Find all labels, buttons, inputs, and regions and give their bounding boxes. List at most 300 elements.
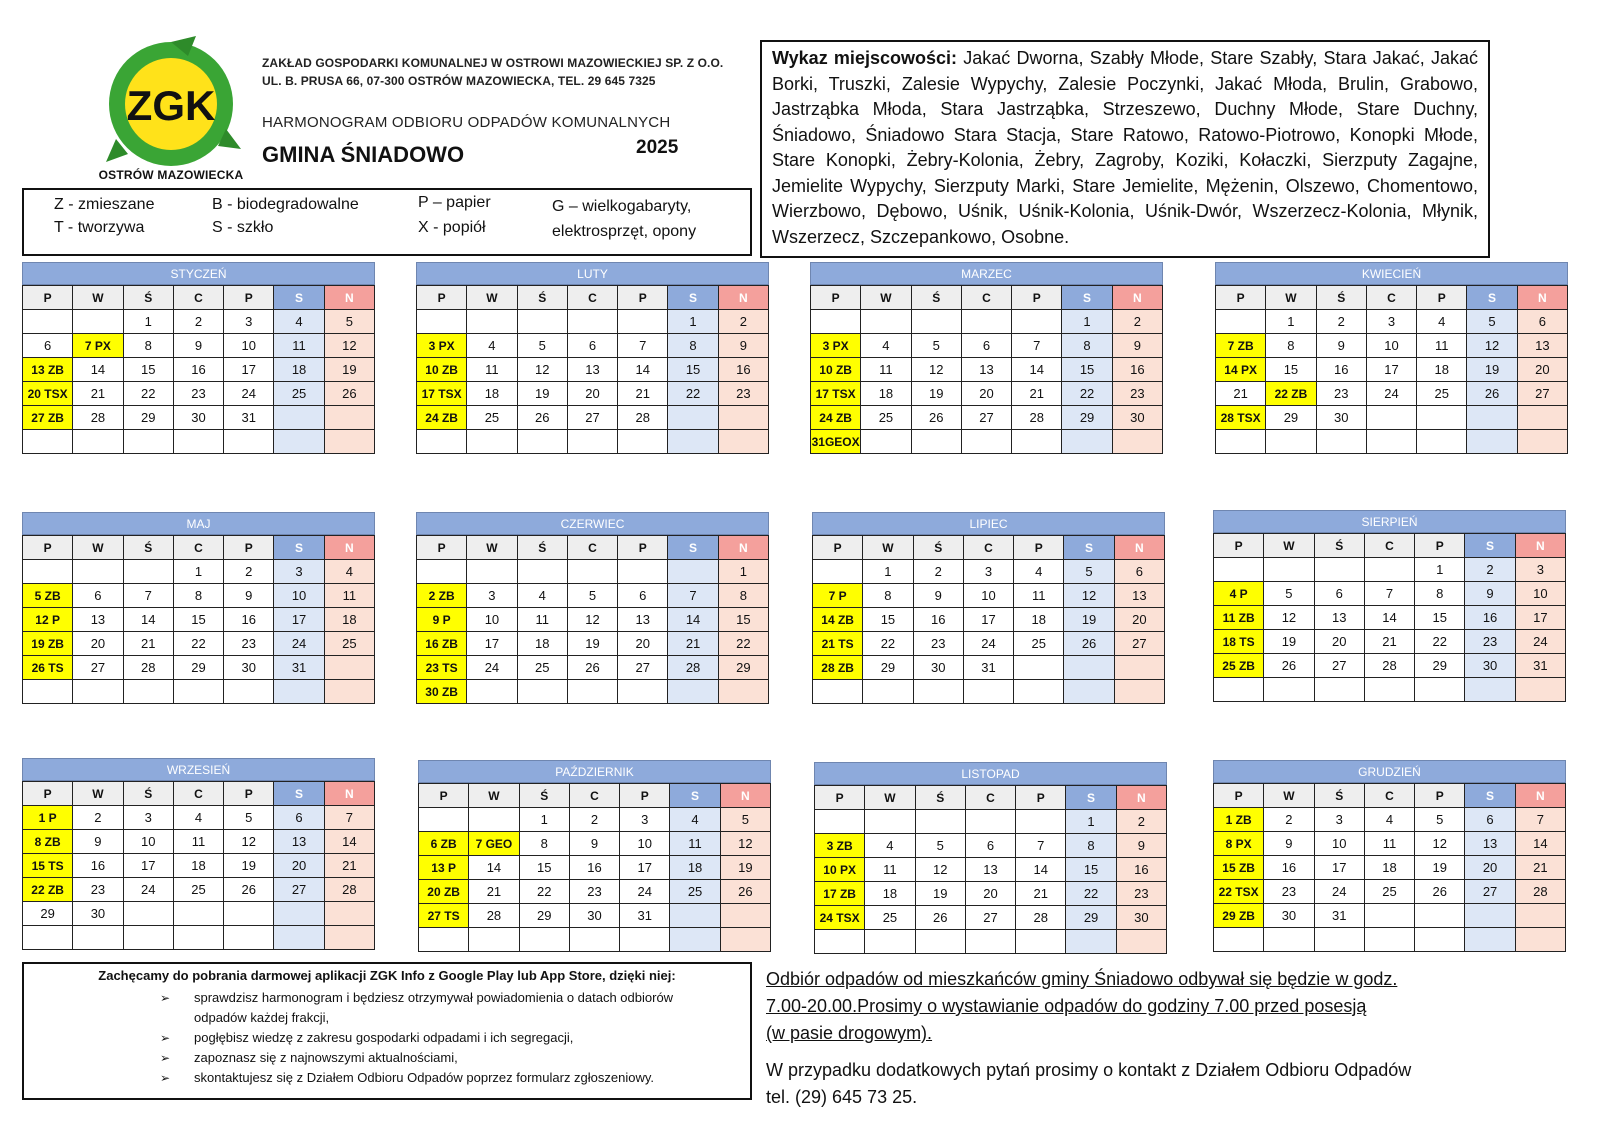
weekday-header	[417, 286, 769, 310]
info-line-1: Odbiór odpadów od mieszkańców gminy Śniadowo odbywał się będzie w godz.	[766, 969, 1398, 989]
day-cell: 11	[467, 358, 517, 382]
day-cell: 15	[1066, 858, 1116, 882]
weekday-label: C	[963, 536, 1013, 560]
day-cell: 2	[1316, 310, 1366, 334]
day-cell: 24	[1314, 880, 1364, 904]
month-grid	[416, 285, 769, 454]
day-cell: 11	[865, 858, 915, 882]
weekday-label: Ś	[517, 536, 567, 560]
day-cell: 11	[861, 358, 911, 382]
day-cell: 18	[1417, 358, 1467, 382]
day-cell	[1515, 928, 1565, 952]
week-row	[419, 856, 771, 880]
day-cell: 2	[173, 310, 223, 334]
weekday-label: P	[1216, 286, 1266, 310]
day-cell: 27	[73, 656, 123, 680]
pickup-day-cell: 3 PX	[811, 334, 861, 358]
day-cell: 2	[1465, 558, 1515, 582]
weekday-label: P	[417, 536, 467, 560]
day-cell: 26	[517, 406, 567, 430]
weekday-label: Ś	[1314, 534, 1364, 558]
day-cell	[1012, 430, 1062, 454]
day-cell: 8	[1266, 334, 1316, 358]
day-cell	[718, 430, 768, 454]
pickup-day-cell: 18 TS	[1214, 630, 1264, 654]
day-cell: 19	[915, 882, 965, 906]
day-cell: 18	[670, 856, 720, 880]
pickup-day-cell: 4 P	[1214, 582, 1264, 606]
day-cell: 1	[1066, 810, 1116, 834]
weekday-label: N	[324, 286, 374, 310]
week-row	[23, 902, 375, 926]
day-cell: 25	[1014, 632, 1064, 656]
day-cell	[123, 560, 173, 584]
day-cell	[1465, 904, 1515, 928]
day-cell: 20	[618, 632, 668, 656]
pickup-day-cell: 29 ZB	[1214, 904, 1264, 928]
app-info-box	[22, 962, 752, 1100]
pickup-day-cell: 8 ZB	[23, 830, 73, 854]
day-cell: 12	[1415, 832, 1465, 856]
weekday-label: P	[224, 536, 274, 560]
day-cell	[961, 310, 1011, 334]
day-cell: 25	[670, 880, 720, 904]
pickup-day-cell: 21 TS	[813, 632, 863, 656]
month-grid	[812, 535, 1165, 704]
pickup-day-cell: 8 PX	[1214, 832, 1264, 856]
day-cell: 26	[720, 880, 770, 904]
week-row	[813, 680, 1165, 704]
day-cell: 14	[1364, 606, 1414, 630]
day-cell: 26	[324, 382, 374, 406]
weekday-label: Ś	[1314, 784, 1364, 808]
week-row	[23, 878, 375, 902]
month-calendar	[22, 512, 375, 704]
pickup-day-cell: 7 ZB	[1216, 334, 1266, 358]
week-row	[23, 632, 375, 656]
day-cell: 10	[620, 832, 670, 856]
pickup-day-cell: 15 ZB	[1214, 856, 1264, 880]
day-cell: 14	[668, 608, 718, 632]
weekday-label: C	[173, 286, 223, 310]
week-row	[23, 334, 375, 358]
day-cell: 1	[718, 560, 768, 584]
week-row	[813, 560, 1165, 584]
day-cell: 31	[1314, 904, 1364, 928]
day-cell: 9	[1112, 334, 1162, 358]
day-cell	[1517, 430, 1567, 454]
pickup-day-cell: 20 ZB	[419, 880, 469, 904]
day-cell: 15	[123, 358, 173, 382]
day-cell: 2	[73, 806, 123, 830]
weekday-label: P	[419, 784, 469, 808]
weekday-label: P	[1016, 786, 1066, 810]
weekday-header	[419, 784, 771, 808]
week-row	[23, 830, 375, 854]
day-cell: 21	[324, 854, 374, 878]
day-cell	[668, 430, 718, 454]
day-cell	[567, 680, 617, 704]
day-cell: 6	[73, 584, 123, 608]
day-cell	[1364, 904, 1414, 928]
week-row	[23, 656, 375, 680]
day-cell: 2	[1116, 810, 1166, 834]
pickup-day-cell: 3 ZB	[815, 834, 865, 858]
day-cell: 1	[1266, 310, 1316, 334]
day-cell: 3	[1515, 558, 1565, 582]
app-benefits-list	[160, 988, 673, 1088]
month-calendar	[812, 512, 1165, 704]
weekday-label: W	[73, 536, 123, 560]
day-cell: 28	[1016, 906, 1066, 930]
pickup-day-cell: 27 TS	[419, 904, 469, 928]
day-cell: 10	[467, 608, 517, 632]
day-cell: 3	[620, 808, 670, 832]
pickup-day-cell: 16 ZB	[417, 632, 467, 656]
weekday-label: S	[274, 536, 324, 560]
day-cell	[1216, 430, 1266, 454]
week-row	[417, 382, 769, 406]
day-cell: 20	[1465, 856, 1515, 880]
pickup-day-cell: 24 TSX	[815, 906, 865, 930]
weekday-label: Ś	[123, 536, 173, 560]
week-row	[23, 406, 375, 430]
day-cell: 21	[618, 382, 668, 406]
weekday-label: C	[965, 786, 1015, 810]
week-row	[417, 680, 769, 704]
day-cell	[911, 310, 961, 334]
day-cell: 21	[1216, 382, 1266, 406]
week-row	[23, 584, 375, 608]
day-cell	[123, 430, 173, 454]
weekday-label: Ś	[913, 536, 963, 560]
month-grid	[1213, 533, 1566, 702]
day-cell: 23	[1316, 382, 1366, 406]
weekday-label: N	[324, 536, 374, 560]
month-calendar	[1213, 760, 1566, 952]
day-cell: 26	[915, 906, 965, 930]
week-row	[815, 834, 1167, 858]
day-cell: 7	[123, 584, 173, 608]
day-cell	[620, 928, 670, 952]
zgk-logo	[96, 34, 246, 184]
day-cell: 22	[1066, 882, 1116, 906]
day-cell: 27	[567, 406, 617, 430]
day-cell	[73, 680, 123, 704]
day-cell	[123, 902, 173, 926]
week-row	[1214, 654, 1566, 678]
day-cell	[1465, 928, 1515, 952]
day-cell	[1415, 904, 1465, 928]
day-cell	[324, 902, 374, 926]
day-cell: 29	[718, 656, 768, 680]
month-calendar	[1213, 510, 1566, 702]
day-cell	[467, 560, 517, 584]
day-cell: 5	[1264, 582, 1314, 606]
day-cell: 31	[224, 406, 274, 430]
day-cell: 15	[1415, 606, 1465, 630]
weekday-label: C	[1364, 534, 1414, 558]
day-cell: 3	[224, 310, 274, 334]
day-cell: 7	[618, 334, 668, 358]
month-calendar	[22, 758, 375, 950]
day-cell: 28	[324, 878, 374, 902]
day-cell: 12	[915, 858, 965, 882]
pickup-day-cell: 20 TSX	[23, 382, 73, 406]
week-row	[417, 632, 769, 656]
day-cell: 9	[1316, 334, 1366, 358]
schedule-title: HARMONOGRAM ODBIORU ODPADÓW KOMUNALNYCH	[262, 114, 671, 131]
day-cell: 12	[1467, 334, 1517, 358]
day-cell: 6	[274, 806, 324, 830]
day-cell: 2	[1112, 310, 1162, 334]
weekday-label: W	[469, 784, 519, 808]
weekday-label: P	[1415, 534, 1465, 558]
day-cell: 16	[73, 854, 123, 878]
day-cell	[815, 930, 865, 954]
week-row	[811, 382, 1163, 406]
pickup-day-cell: 31GEOX	[811, 430, 861, 454]
week-row	[417, 584, 769, 608]
day-cell	[1515, 904, 1565, 928]
day-cell: 17	[963, 608, 1013, 632]
day-cell: 23	[1112, 382, 1162, 406]
week-row	[1214, 880, 1566, 904]
day-cell: 16	[913, 608, 963, 632]
weekday-label: Ś	[123, 782, 173, 806]
day-cell: 5	[224, 806, 274, 830]
week-row	[811, 358, 1163, 382]
day-cell: 30	[1116, 906, 1166, 930]
day-cell: 7	[1012, 334, 1062, 358]
day-cell: 6	[965, 834, 1015, 858]
day-cell: 14	[469, 856, 519, 880]
day-cell: 9	[913, 584, 963, 608]
day-cell	[1316, 430, 1366, 454]
day-cell: 7	[1016, 834, 1066, 858]
day-cell: 1	[173, 560, 223, 584]
day-cell: 5	[1415, 808, 1465, 832]
week-row	[417, 310, 769, 334]
pickup-day-cell: 6 ZB	[419, 832, 469, 856]
list-item: ➢ zapoznasz się z najnowszymi aktualnościami,	[160, 1048, 673, 1068]
day-cell: 8	[668, 334, 718, 358]
day-cell: 26	[1467, 382, 1517, 406]
day-cell	[519, 928, 569, 952]
day-cell	[913, 680, 963, 704]
day-cell: 23	[224, 632, 274, 656]
day-cell	[123, 926, 173, 950]
day-cell: 4	[517, 584, 567, 608]
weekday-label: C	[173, 782, 223, 806]
day-cell: 27	[1314, 654, 1364, 678]
pickup-day-cell: 7 GEO	[469, 832, 519, 856]
day-cell	[813, 560, 863, 584]
day-cell: 15	[863, 608, 913, 632]
week-row	[1214, 832, 1566, 856]
day-cell: 17	[123, 854, 173, 878]
month-title: LIPIEC	[812, 512, 1165, 535]
pickup-day-cell: 5 ZB	[23, 584, 73, 608]
week-row	[23, 608, 375, 632]
day-cell: 25	[865, 906, 915, 930]
day-cell: 7	[1515, 808, 1565, 832]
day-cell: 10	[1366, 334, 1416, 358]
day-cell: 20	[274, 854, 324, 878]
day-cell: 22	[123, 382, 173, 406]
day-cell	[668, 560, 718, 584]
day-cell: 1	[123, 310, 173, 334]
day-cell: 20	[965, 882, 1015, 906]
day-cell: 4	[324, 560, 374, 584]
week-row	[1216, 430, 1568, 454]
day-cell: 3	[1366, 310, 1416, 334]
day-cell: 12	[517, 358, 567, 382]
day-cell: 4	[861, 334, 911, 358]
month-title: KWIECIEŃ	[1215, 262, 1568, 285]
day-cell: 31	[963, 656, 1013, 680]
day-cell	[1467, 406, 1517, 430]
gmina-title: GMINA ŚNIADOWO	[262, 142, 465, 167]
day-cell: 11	[670, 832, 720, 856]
day-cell: 16	[1116, 858, 1166, 882]
day-cell: 18	[324, 608, 374, 632]
weekday-label: C	[567, 286, 617, 310]
week-row	[23, 310, 375, 334]
day-cell: 2	[569, 808, 619, 832]
list-item: odpadów każdej frakcji,	[194, 1010, 330, 1025]
day-cell: 6	[618, 584, 668, 608]
weekday-label: N	[718, 286, 768, 310]
day-cell: 15	[668, 358, 718, 382]
weekday-label: P	[618, 286, 668, 310]
legend-x: X - popiół	[418, 219, 486, 236]
pickup-day-cell: 27 ZB	[23, 406, 73, 430]
pickup-day-cell: 22 TSX	[1214, 880, 1264, 904]
day-cell	[915, 930, 965, 954]
month-title: MARZEC	[810, 262, 1163, 285]
pickup-day-cell: 24 ZB	[417, 406, 467, 430]
pickup-day-cell: 17 TSX	[811, 382, 861, 406]
day-cell: 19	[1064, 608, 1114, 632]
day-cell	[173, 926, 223, 950]
day-cell	[1364, 678, 1414, 702]
weekday-header	[815, 786, 1167, 810]
day-cell	[865, 930, 915, 954]
day-cell	[173, 430, 223, 454]
day-cell: 7	[324, 806, 374, 830]
contact-info	[766, 1057, 1506, 1111]
day-cell	[567, 560, 617, 584]
day-cell	[1417, 406, 1467, 430]
day-cell: 4	[670, 808, 720, 832]
day-cell: 20	[1314, 630, 1364, 654]
day-cell	[668, 406, 718, 430]
weekday-header	[1214, 534, 1566, 558]
week-row	[815, 858, 1167, 882]
pickup-day-cell: 26 TS	[23, 656, 73, 680]
week-row	[23, 430, 375, 454]
day-cell	[1064, 656, 1114, 680]
day-cell: 26	[224, 878, 274, 902]
day-cell: 25	[467, 406, 517, 430]
day-cell: 24	[620, 880, 670, 904]
week-row	[417, 406, 769, 430]
day-cell: 8	[718, 584, 768, 608]
day-cell: 6	[23, 334, 73, 358]
weekday-label: W	[73, 782, 123, 806]
day-cell: 18	[1014, 608, 1064, 632]
day-cell	[324, 406, 374, 430]
day-cell: 13	[567, 358, 617, 382]
pickup-day-cell: 13 ZB	[23, 358, 73, 382]
day-cell: 2	[718, 310, 768, 334]
day-cell: 30	[224, 656, 274, 680]
day-cell: 25	[173, 878, 223, 902]
pickup-day-cell: 30 ZB	[417, 680, 467, 704]
day-cell: 19	[224, 854, 274, 878]
day-cell	[73, 430, 123, 454]
day-cell: 29	[23, 902, 73, 926]
day-cell: 21	[123, 632, 173, 656]
day-cell: 15	[1062, 358, 1112, 382]
day-cell: 9	[1264, 832, 1314, 856]
week-row	[813, 632, 1165, 656]
month-title: STYCZEŃ	[22, 262, 375, 285]
month-grid	[814, 785, 1167, 954]
day-cell	[224, 680, 274, 704]
weekday-label: P	[1214, 534, 1264, 558]
day-cell	[961, 430, 1011, 454]
week-row	[813, 608, 1165, 632]
day-cell	[569, 928, 619, 952]
day-cell: 18	[517, 632, 567, 656]
weekday-label: S	[1064, 536, 1114, 560]
day-cell: 25	[324, 632, 374, 656]
day-cell	[861, 310, 911, 334]
week-row	[1216, 406, 1568, 430]
day-cell: 1	[1062, 310, 1112, 334]
day-cell: 28	[123, 656, 173, 680]
day-cell: 25	[517, 656, 567, 680]
week-row	[815, 906, 1167, 930]
day-cell	[567, 430, 617, 454]
day-cell: 24	[123, 878, 173, 902]
day-cell: 18	[865, 882, 915, 906]
day-cell: 28	[73, 406, 123, 430]
week-row	[813, 656, 1165, 680]
day-cell: 29	[123, 406, 173, 430]
day-cell: 13	[961, 358, 1011, 382]
day-cell: 11	[1364, 832, 1414, 856]
day-cell	[419, 928, 469, 952]
day-cell: 22	[1062, 382, 1112, 406]
day-cell: 18	[1364, 856, 1414, 880]
day-cell: 25	[1364, 880, 1414, 904]
week-row	[811, 310, 1163, 334]
day-cell: 5	[915, 834, 965, 858]
day-cell: 17	[1314, 856, 1364, 880]
day-cell: 11	[1417, 334, 1467, 358]
day-cell: 4	[1364, 808, 1414, 832]
day-cell: 16	[173, 358, 223, 382]
weekday-label: W	[1266, 286, 1316, 310]
day-cell	[274, 406, 324, 430]
day-cell: 26	[1415, 880, 1465, 904]
pickup-day-cell: 14 PX	[1216, 358, 1266, 382]
week-row	[1214, 808, 1566, 832]
weekday-label: W	[863, 536, 913, 560]
